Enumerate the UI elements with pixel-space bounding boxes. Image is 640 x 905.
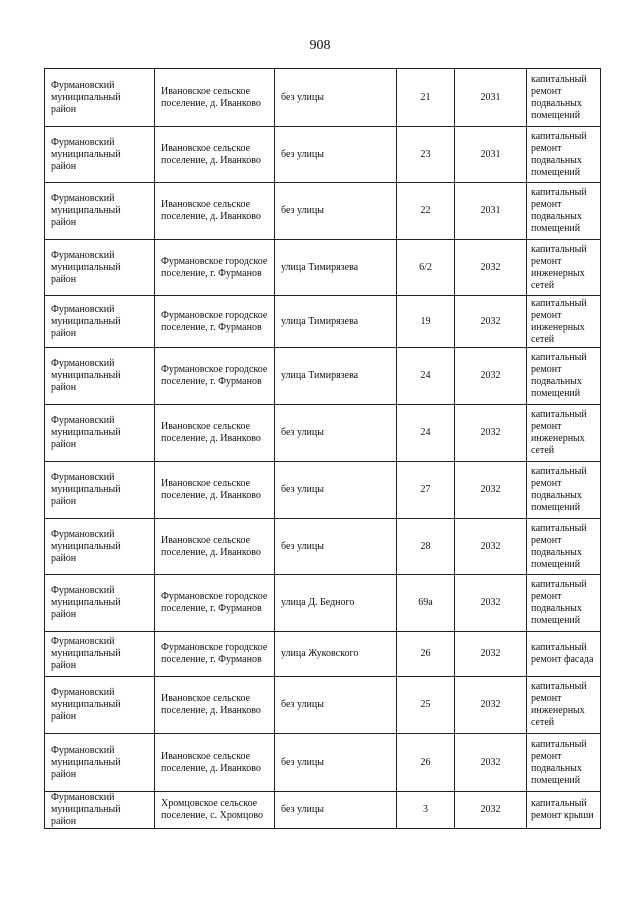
table-row bbox=[45, 127, 601, 183]
table-row bbox=[45, 348, 601, 405]
street-cell: без улицы bbox=[275, 792, 397, 829]
table-row bbox=[45, 677, 601, 734]
year-cell: 2031 bbox=[455, 183, 527, 240]
work-type-cell: капитальный ремонт подвальных помещений bbox=[527, 69, 601, 127]
district-cell: Фурмановский муниципальный район bbox=[45, 127, 155, 183]
work-type-cell: капитальный ремонт инженерных сетей bbox=[527, 405, 601, 462]
settlement-cell: Фурмановское городское поселение, г. Фурманов bbox=[155, 575, 275, 632]
district-cell: Фурмановский муниципальный район bbox=[45, 734, 155, 792]
settlement-cell: Фурмановское городское поселение, г. Фурманов bbox=[155, 348, 275, 405]
house-number-cell: 23 bbox=[397, 127, 455, 183]
table-row bbox=[45, 575, 601, 632]
year-cell: 2032 bbox=[455, 792, 527, 829]
page-number: 908 bbox=[309, 38, 331, 53]
year-cell: 2032 bbox=[455, 405, 527, 462]
district-cell: Фурмановский муниципальный район bbox=[45, 69, 155, 127]
work-type-cell: капитальный ремонт инженерных сетей bbox=[527, 240, 601, 296]
table-row bbox=[45, 734, 601, 792]
district-cell: Фурмановский муниципальный район bbox=[45, 792, 155, 829]
table-row bbox=[45, 183, 601, 240]
year-cell: 2031 bbox=[455, 127, 527, 183]
year-cell: 2032 bbox=[455, 575, 527, 632]
work-type-cell: капитальный ремонт подвальных помещений bbox=[527, 348, 601, 405]
street-cell: без улицы bbox=[275, 69, 397, 127]
house-number-cell: 24 bbox=[397, 348, 455, 405]
table-row bbox=[45, 240, 601, 296]
house-number-cell: 25 bbox=[397, 677, 455, 734]
settlement-cell: Ивановское сельское поселение, д. Иванково bbox=[155, 462, 275, 519]
district-cell: Фурмановский муниципальный район bbox=[45, 405, 155, 462]
work-type-cell: капитальный ремонт подвальных помещений bbox=[527, 575, 601, 632]
district-cell: Фурмановский муниципальный район bbox=[45, 575, 155, 632]
street-cell: без улицы bbox=[275, 127, 397, 183]
year-cell: 2032 bbox=[455, 632, 527, 677]
house-number-cell: 22 bbox=[397, 183, 455, 240]
house-number-cell: 69а bbox=[397, 575, 455, 632]
settlement-cell: Ивановское сельское поселение, д. Иванково bbox=[155, 519, 275, 575]
work-type-cell: капитальный ремонт фасада bbox=[527, 632, 601, 677]
settlement-cell: Ивановское сельское поселение, д. Иванково bbox=[155, 183, 275, 240]
district-cell: Фурмановский муниципальный район bbox=[45, 462, 155, 519]
year-cell: 2032 bbox=[455, 348, 527, 405]
settlement-cell: Ивановское сельское поселение, д. Иванково bbox=[155, 405, 275, 462]
street-cell: улица Жуковского bbox=[275, 632, 397, 677]
street-cell: улица Тимирязева bbox=[275, 296, 397, 348]
settlement-cell: Хромцовское сельское поселение, с. Хромцово bbox=[155, 792, 275, 829]
table-row bbox=[45, 632, 601, 677]
year-cell: 2032 bbox=[455, 677, 527, 734]
district-cell: Фурмановский муниципальный район bbox=[45, 677, 155, 734]
year-cell: 2032 bbox=[455, 296, 527, 348]
work-type-cell: капитальный ремонт подвальных помещений bbox=[527, 183, 601, 240]
street-cell: без улицы bbox=[275, 734, 397, 792]
district-cell: Фурмановский муниципальный район bbox=[45, 348, 155, 405]
table-row bbox=[45, 405, 601, 462]
table-row bbox=[45, 296, 601, 348]
house-number-cell: 24 bbox=[397, 405, 455, 462]
work-type-cell: капитальный ремонт подвальных помещений bbox=[527, 519, 601, 575]
settlement-cell: Фурмановское городское поселение, г. Фурманов bbox=[155, 632, 275, 677]
house-number-cell: 19 bbox=[397, 296, 455, 348]
year-cell: 2032 bbox=[455, 519, 527, 575]
house-number-cell: 6/2 bbox=[397, 240, 455, 296]
house-number-cell: 26 bbox=[397, 632, 455, 677]
district-cell: Фурмановский муниципальный район bbox=[45, 240, 155, 296]
house-number-cell: 27 bbox=[397, 462, 455, 519]
street-cell: улица Д. Бедного bbox=[275, 575, 397, 632]
settlement-cell: Ивановское сельское поселение, д. Иванково bbox=[155, 69, 275, 127]
district-cell: Фурмановский муниципальный район bbox=[45, 183, 155, 240]
table-row bbox=[45, 519, 601, 575]
year-cell: 2031 bbox=[455, 69, 527, 127]
street-cell: улица Тимирязева bbox=[275, 348, 397, 405]
work-type-cell: капитальный ремонт подвальных помещений bbox=[527, 462, 601, 519]
settlement-cell: Ивановское сельское поселение, д. Иванково bbox=[155, 734, 275, 792]
street-cell: без улицы bbox=[275, 519, 397, 575]
street-cell: улица Тимирязева bbox=[275, 240, 397, 296]
settlement-cell: Ивановское сельское поселение, д. Иванково bbox=[155, 677, 275, 734]
year-cell: 2032 bbox=[455, 240, 527, 296]
work-type-cell: капитальный ремонт инженерных сетей bbox=[527, 677, 601, 734]
registry-table bbox=[44, 68, 601, 829]
district-cell: Фурмановский муниципальный район bbox=[45, 632, 155, 677]
settlement-cell: Фурмановское городское поселение, г. Фурманов bbox=[155, 240, 275, 296]
house-number-cell: 21 bbox=[397, 69, 455, 127]
year-cell: 2032 bbox=[455, 462, 527, 519]
district-cell: Фурмановский муниципальный район bbox=[45, 296, 155, 348]
work-type-cell: капитальный ремонт крыши bbox=[527, 792, 601, 829]
house-number-cell: 26 bbox=[397, 734, 455, 792]
table-row bbox=[45, 462, 601, 519]
district-cell: Фурмановский муниципальный район bbox=[45, 519, 155, 575]
work-type-cell: капитальный ремонт подвальных помещений bbox=[527, 127, 601, 183]
street-cell: без улицы bbox=[275, 462, 397, 519]
settlement-cell: Ивановское сельское поселение, д. Иванково bbox=[155, 127, 275, 183]
work-type-cell: капитальный ремонт подвальных помещений bbox=[527, 734, 601, 792]
street-cell: без улицы bbox=[275, 405, 397, 462]
street-cell: без улицы bbox=[275, 183, 397, 240]
street-cell: без улицы bbox=[275, 677, 397, 734]
settlement-cell: Фурмановское городское поселение, г. Фурманов bbox=[155, 296, 275, 348]
house-number-cell: 3 bbox=[397, 792, 455, 829]
table-row bbox=[45, 792, 601, 829]
house-number-cell: 28 bbox=[397, 519, 455, 575]
year-cell: 2032 bbox=[455, 734, 527, 792]
table-row bbox=[45, 69, 601, 127]
work-type-cell: капитальный ремонт инженерных сетей bbox=[527, 296, 601, 348]
